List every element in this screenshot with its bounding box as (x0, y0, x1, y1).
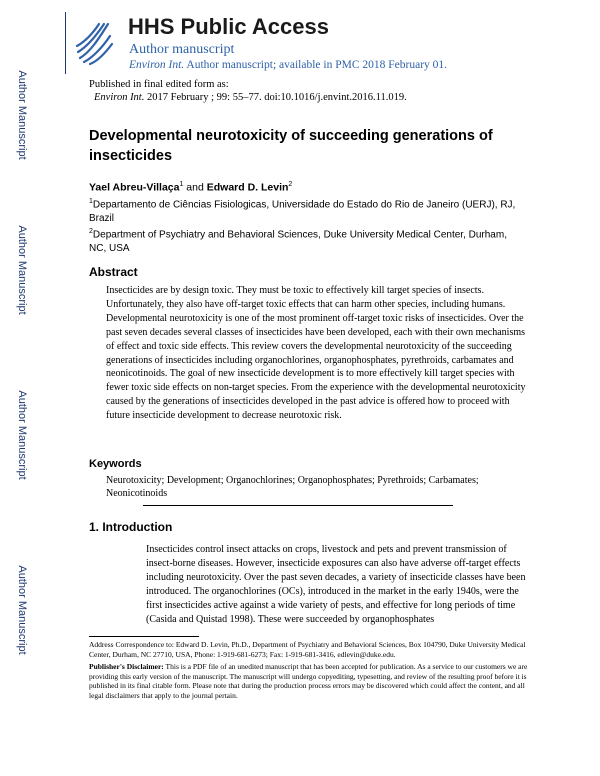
disclaimer-text: This is a PDF file of an unedited manuscript that has been accepted for publication. As a service to our customers we are providing this early version of the manuscript. The manuscript will undergo copyediting, typesetting, and review of the resulting proof before it is published in its final citable form. Please note that during the production process errors may be discovered which could affect the content, and all legal disclaimers that apply to the journal pertain. (89, 662, 528, 700)
journal-abbrev: Environ Int. (129, 59, 185, 71)
abstract-heading: Abstract (89, 265, 138, 279)
author-line: Yael Abreu-Villaça$^1$ and Edward D. Levin$^2$ (89, 181, 293, 194)
availability-line (129, 59, 447, 71)
footnote-divider (89, 636, 199, 637)
affiliation-2: $^2$Department of Psychiatry and Behavioral Sciences, Duke University Medical Center, Durham, NC, USA (89, 228, 507, 255)
hhs-public-access-title: HHS Public Access (128, 14, 329, 39)
author-name: Edward D. Levin (206, 181, 289, 194)
published-form-label: Published in final edited form as: (89, 79, 229, 90)
availability-text: Author manuscript; available in PMC 2018 February 01. (184, 59, 448, 71)
section-divider (143, 505, 453, 506)
citation-line (94, 92, 407, 103)
author-manuscript-label: Author manuscript (129, 42, 235, 57)
affiliation-1: $^1$Departamento de Ciências Fisiologicas, Universidade do Estado do Rio de Janeiro (UERJ), RJ, Brazil (89, 198, 516, 225)
disclaimer-label: Publisher's Disclaimer: (89, 662, 164, 671)
introduction-heading: 1. Introduction (89, 520, 173, 534)
header-divider-line (65, 12, 66, 74)
correspondence-footnote: Address Correspondence to: Edward D. Levin, Ph.D., Department of Psychiatry and Behavioral Sciences, Box 104790, Duke University Medical Center, Durham, NC 27710, USA, Phone: 1-919-681-6273; Fax: 1-919-681-3416, edlevin@duke.edu. (89, 640, 526, 659)
publisher-disclaimer (89, 662, 529, 700)
abstract-body: Insecticides are by design toxic. They must be toxic to effectively kill target species of insects. Unfortunately, they also have off-target toxic effects that can harm other species, including humans. Developmental neurotoxicity is one of the most prominent off-target toxic risks of insecticides. Over the past seven decades several classes of insecticides have been developed, each with their own mechanisms of effect and toxic side effects. This review covers the developmental neurotoxicity of the succeeding generations of insecticides including organochlorines, organophosphates, pyrethroids, carbamates and neonicotinoids. The goal of new insecticide development is to more effectively kill target species with fewer toxic side effects on non-target species. From the experience with the developmental neurotoxicity caused by the generations of insecticides developed in the past advice is offered how to proceed with future insecticide development to decrease neurotoxic risk. (106, 285, 526, 422)
citation-journal: Environ Int. (94, 92, 145, 103)
author-manuscript-side-label: Author Manuscript (16, 225, 28, 315)
author-name: Yael Abreu-Villaça (89, 181, 180, 194)
author-manuscript-side-label: Author Manuscript (16, 390, 28, 480)
citation-details: 2017 February ; 99: 55–77. doi:10.1016/j.envint.2016.11.019. (144, 92, 407, 103)
keywords-heading: Keywords (89, 458, 142, 470)
author-manuscript-side-label: Author Manuscript (16, 70, 28, 160)
article-title: Developmental neurotoxicity of succeeding generations of insecticides (89, 128, 493, 164)
introduction-body: Insecticides control insect attacks on crops, livestock and pets and prevent transmission of insect-borne diseases. However, insecticide exposures can also have adverse off-target effects including neurotoxicity. Over the past seven decades, a variety of insecticide classes have been introduced. The organochlorines (OCs), introduced in the market in the early 1940s, were the first insecticides active against a wide variety of pests, and effective for long periods of time (Casida and Quistad 1998). These were succeeded by organophosphates (146, 544, 526, 625)
keywords-list: Neurotoxicity; Development; Organochlorines; Organophosphates; Pyrethroids; Carbamates; Neonicotinoids (106, 475, 479, 499)
author-manuscript-side-label: Author Manuscript (16, 565, 28, 655)
hhs-eagle-logo-icon (74, 18, 114, 66)
